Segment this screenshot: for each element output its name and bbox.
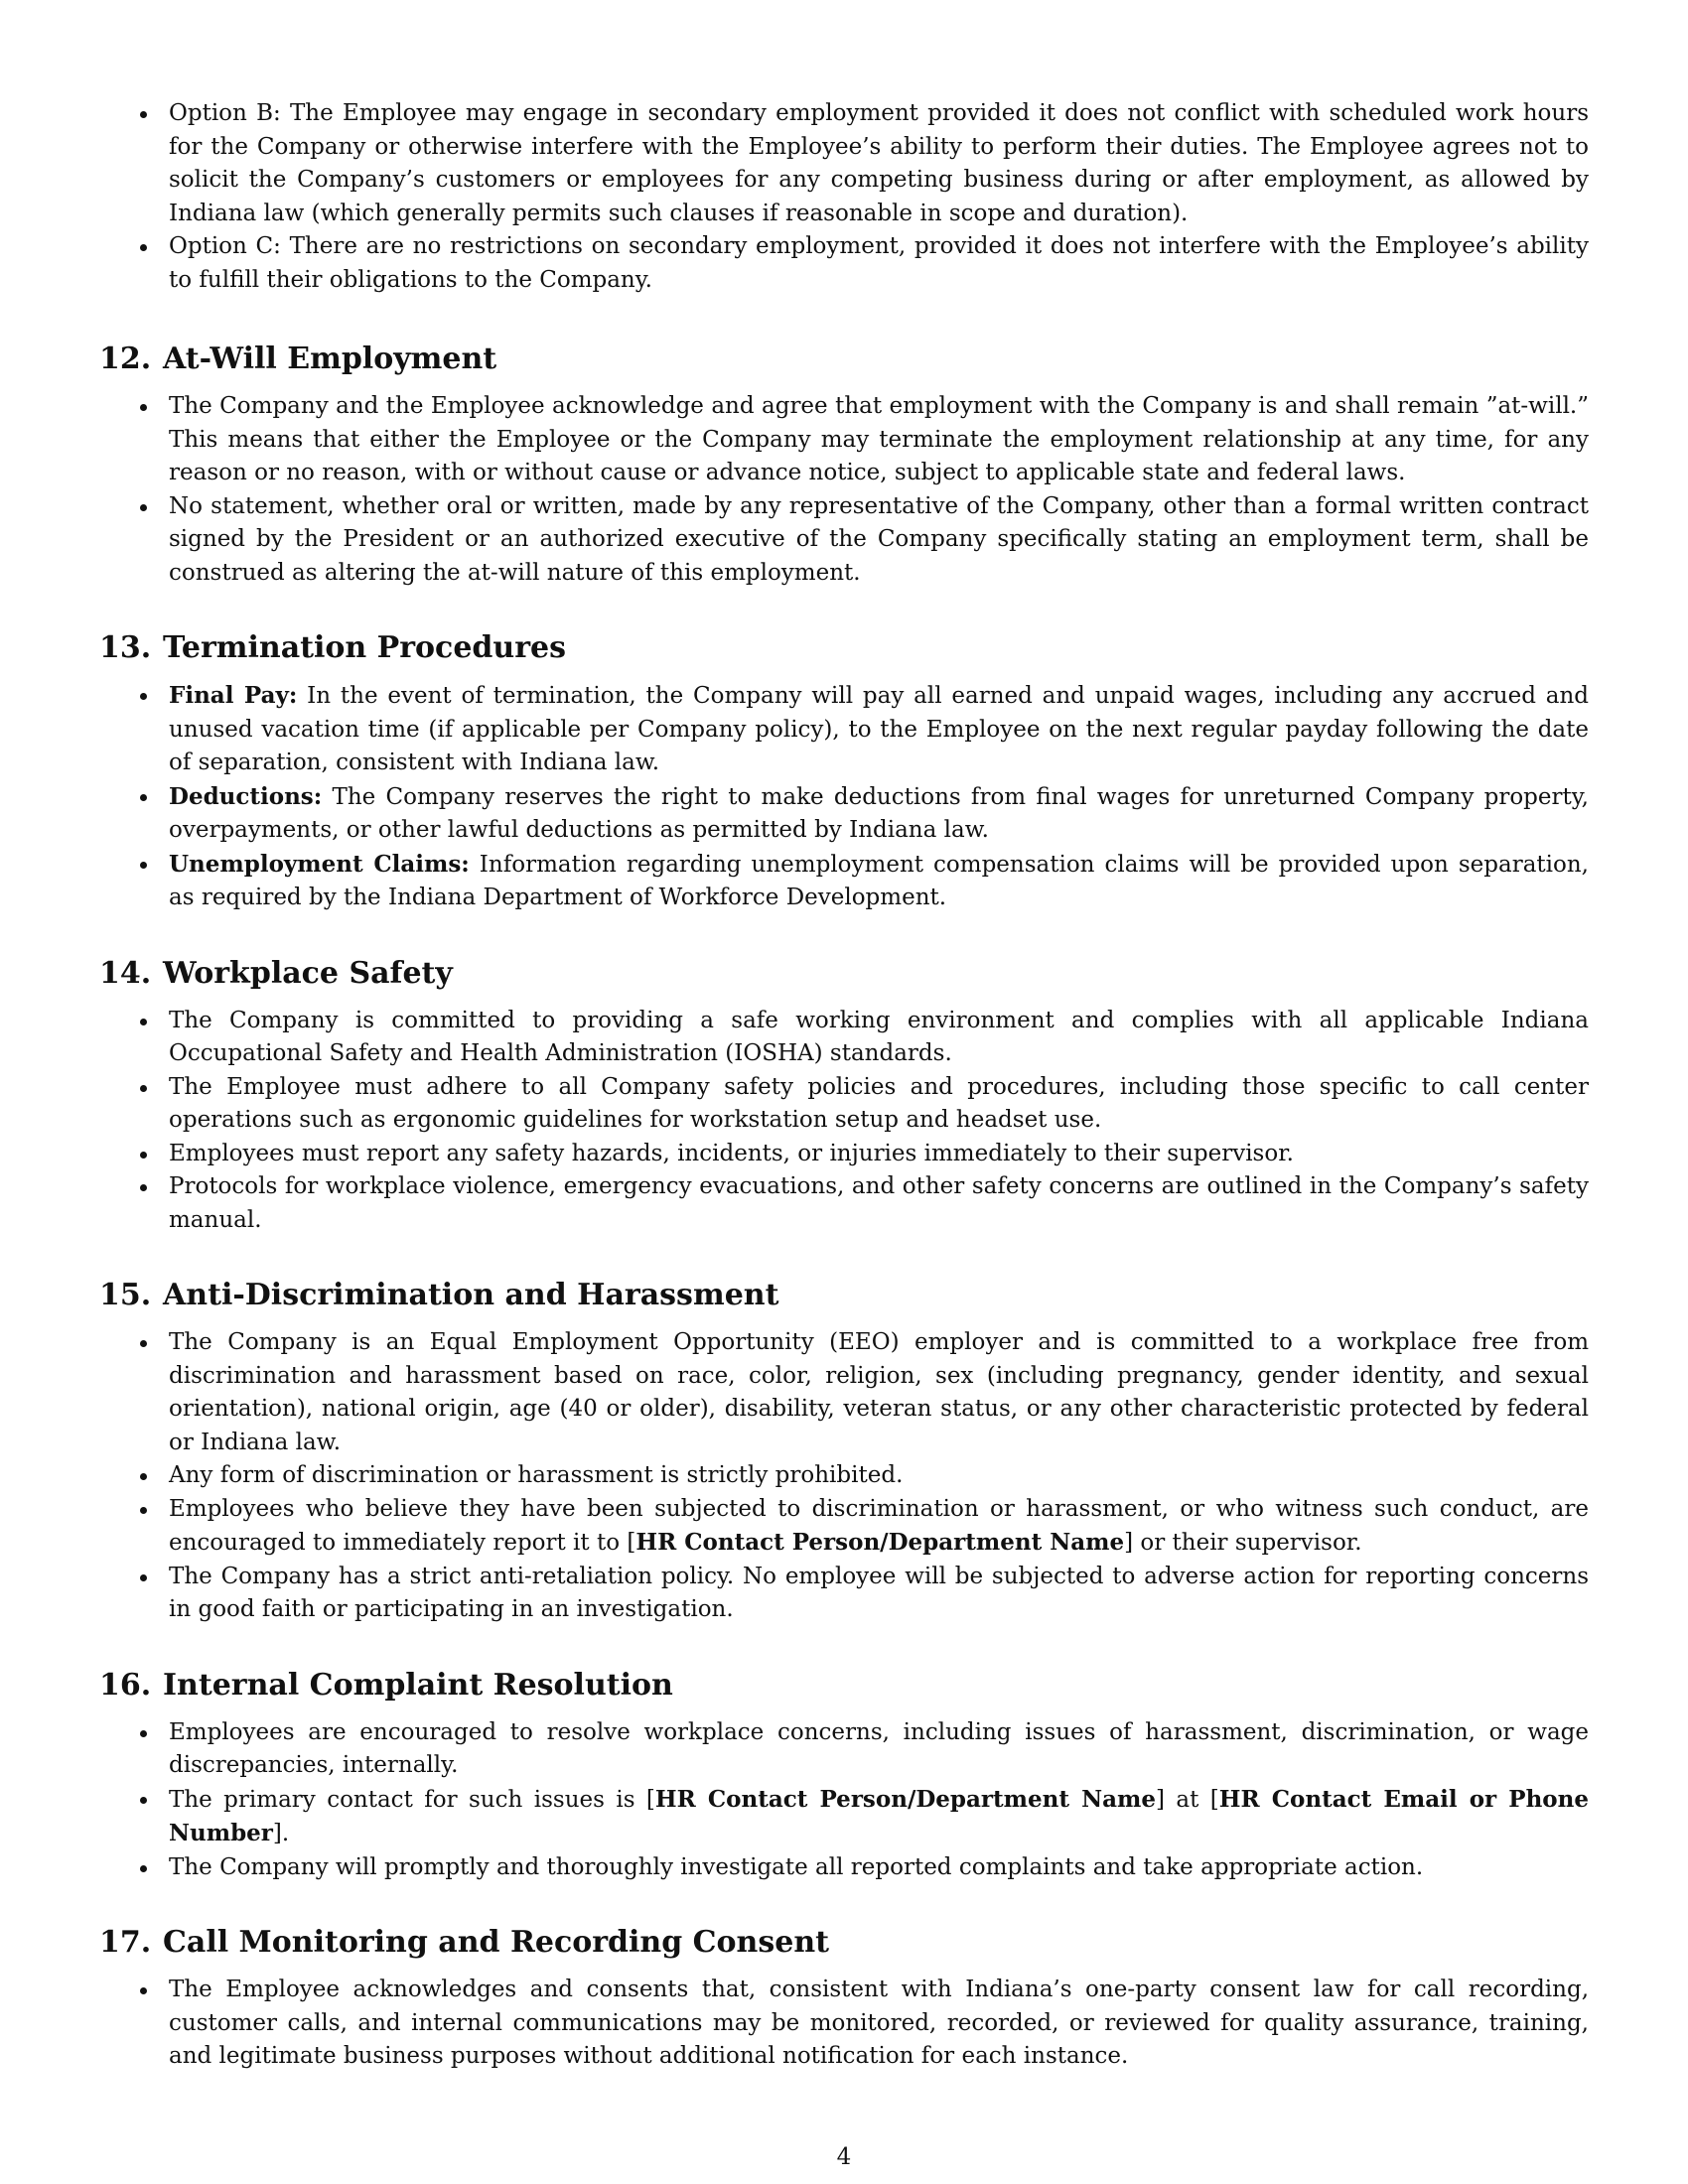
list-item: Employees are encouraged to resolve workplace concerns, including issues of harassment, discrimination, or wage discrepancies, internally. [99,1716,1589,1783]
item-label: Unemployment Claims: [169,850,470,878]
item-text: Employees who believe they have been subjected to discrimination or harassment, or who witness such conduct, are encouraged to immediately report it to [ [169,1495,1589,1556]
list-item: Any form of discrimination or harassment is strictly prohibited. [99,1459,1589,1493]
item-text: The Company reserves the right to make deductions from final wages for unreturned Company property, overpayments, or other lawful deductions as permitted by Indiana law. [169,783,1589,843]
section-number: 14. [99,955,152,991]
item-text: ] at [ [1155,1786,1219,1813]
item-text: ]. [272,1821,290,1846]
section-heading-15 [99,1277,1589,1314]
list-item: The Company is committed to providing a safe working environment and complies with all applicable Indiana Occupational Safety and Health Administration (IOSHA) standards. [99,1005,1589,1071]
section-number: 16. [99,1667,152,1703]
section-title: Call Monitoring and Recording Consent [163,1925,830,1960]
intro-bullet-list [99,97,1589,297]
section-15-list [99,1326,1589,1627]
section-title: Anti-Discrimination and Harassment [163,1278,779,1312]
section-heading-14 [99,955,1589,993]
list-item: The Company has a strict anti-retaliation policy. No employee will be subjected to adverse action for reporting concerns in good faith or participating in an investigation. [99,1561,1589,1627]
section-title: Internal Complaint Resolution [163,1667,673,1703]
list-item [99,1493,1589,1561]
item-text: The primary contact for such issues is [ [169,1786,655,1813]
list-item: Option B: The Employee may engage in secondary employment provided it does not conflict with scheduled work hours for the Company or otherwise interfere with the Employee’s ability to perform their duties. The Employee agrees not to solicit the Company’s customers or employees for any competing business during or after employment, as allowed by Indiana law (which generally permits such clauses if reasonable in scope and duration). [99,97,1589,230]
placeholder-hr-contact: HR Contact Person/Department Name [654,1785,1156,1813]
section-title: Termination Procedures [163,630,566,665]
list-item: Employees must report any safety hazards, incidents, or injuries immediately to their supervisor. [99,1138,1589,1171]
section-heading-17 [99,1924,1589,1962]
section-13-list [99,679,1589,915]
section-17-list [99,1974,1589,2074]
list-item: Protocols for workplace violence, emergency evacuations, and other safety concerns are outlined in the Company’s safety manual. [99,1170,1589,1237]
list-item [99,1783,1589,1851]
list-item [99,780,1589,848]
section-number: 13. [99,630,152,665]
section-14-list [99,1005,1589,1238]
item-text: ] or their supervisor. [1124,1530,1362,1556]
section-heading-16 [99,1667,1589,1705]
item-text: Information regarding unemployment compensation claims will be provided upon separation, as required by the Indiana Department of Workforce Development. [169,851,1589,910]
list-item: Option C: There are no restrictions on secondary employment, provided it does not interfere with the Employee’s ability to fulfill their obligations to the Company. [99,230,1589,297]
section-heading-13 [99,629,1589,667]
list-item: No statement, whether oral or written, made by any representative of the Company, other than a formal written contract signed by the President or an authorized executive of the Company specifically stating an employment term, shall be construed as altering the at-will nature of this employment. [99,490,1589,591]
section-heading-12 [99,341,1589,378]
section-16-list [99,1716,1589,1885]
section-title: Workplace Safety [163,955,453,991]
list-item: The Company and the Employee acknowledge and agree that employment with the Company is and shall remain ”at-will.” This means that either the Employee or the Company may terminate the employment relationship at any time, for any reason or no reason, with or without cause or advance notice, subject to applicable state and federal laws. [99,390,1589,490]
page-number: 4 [836,2144,852,2170]
placeholder-hr-email-phone: HR Contact Email or Phone Number [169,1785,1589,1846]
list-item [99,848,1589,915]
section-number: 15. [99,1278,152,1312]
item-label: Final Pay: [169,682,298,709]
section-number: 17. [99,1925,152,1960]
list-item: The Company will promptly and thoroughly investigate all reported complaints and take appropriate action. [99,1851,1589,1885]
list-item: The Employee must adhere to all Company safety policies and procedures, including those specific to call center operations such as ergonomic guidelines for workstation setup and headset use. [99,1071,1589,1138]
list-item: The Company is an Equal Employment Opportunity (EEO) employer and is committed to a workplace free from discrimination and harassment based on race, color, religion, sex (including pregnancy, gender identity, and sexual orientation), national origin, age (40 or older), disability, veteran status, or any other characteristic protected by federal or Indiana law. [99,1326,1589,1459]
page-content [99,97,1589,2074]
section-title: At-Will Employment [163,341,497,376]
item-label: Deductions: [169,782,323,810]
list-item: The Employee acknowledges and consents that, consistent with Indiana’s one-party consent law for call recording, customer calls, and internal communications may be monitored, recorded, or reviewed for quality assurance, training, and legitimate business purposes without additional notification for each instance. [99,1974,1589,2074]
placeholder-hr-contact: HR Contact Person/Department Name [635,1529,1125,1556]
section-number: 12. [99,341,152,376]
item-text: In the event of termination, the Company will pay all earned and unpaid wages, including any accrued and unused vacation time (if applicable per Company policy), to the Employee on the next regular payday following the date of separation, consistent with Indiana law. [169,683,1589,775]
section-12-list [99,390,1589,590]
list-item [99,679,1589,780]
